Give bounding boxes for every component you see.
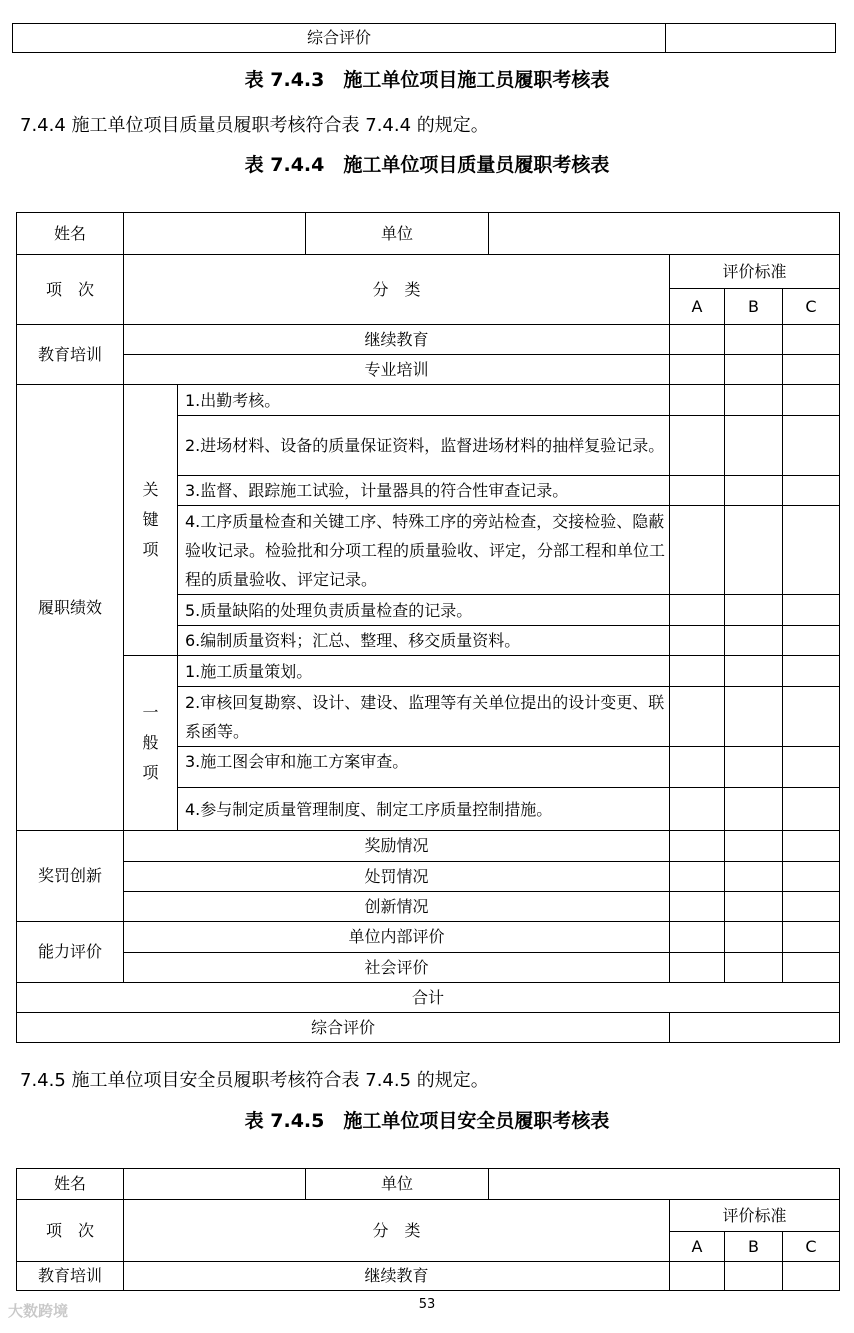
page-number: 53 <box>418 1297 436 1312</box>
key-item: 4.工序质量检查和关键工序、特殊工序的旁站检查，交接检验、隐蔽验收记录。检验批和分项工程的质量验收、评定，分部工程和单位工程的质量验收、评定记录。 <box>178 506 670 595</box>
row-label: 继续教育 <box>124 325 670 355</box>
total-label: 合计 <box>17 983 840 1013</box>
general-item: 4.参与制定质量管理制度、制定工序质量控制措施。 <box>178 788 670 831</box>
name-label: 姓名 <box>17 1169 124 1200</box>
item-label: 项 次 <box>17 1200 124 1262</box>
overall-value <box>670 1013 840 1043</box>
general-item: 1.施工质量策划。 <box>178 656 670 687</box>
key-item: 5.质量缺陷的处理负责质量检查的记录。 <box>178 595 670 626</box>
key-item: 3.监督、跟踪施工试验，计量器具的符合性审查记录。 <box>178 476 670 506</box>
row-label: 社会评价 <box>124 953 670 983</box>
row-label: 专业培训 <box>124 355 670 385</box>
unit-label: 单位 <box>306 213 489 255</box>
criteria-label: 评价标准 <box>670 255 840 289</box>
para-744: 7.4.4 施工单位项目质量员履职考核符合表 7.4.4 的规定。 <box>20 115 489 136</box>
general-item: 2.审核回复勘察、设计、建设、监理等有关单位提出的设计变更、联系函等。 <box>178 687 670 747</box>
caption-743: 表 7.4.3 施工单位项目施工员履职考核表 <box>244 69 610 91</box>
grade-c: C <box>783 1232 840 1262</box>
general-item: 3.施工图会审和施工方案审查。 <box>178 747 670 788</box>
key-item: 1.出勤考核。 <box>178 385 670 416</box>
row-label: 奖励情况 <box>124 831 670 862</box>
row-label: 创新情况 <box>124 892 670 922</box>
unit-label: 单位 <box>306 1169 489 1200</box>
key-item: 2.进场材料、设备的质量保证资料，监督进场材料的抽样复验记录。 <box>178 416 670 476</box>
category-label: 分 类 <box>124 255 670 325</box>
caption-745: 表 7.4.5 施工单位项目安全员履职考核表 <box>244 1110 610 1132</box>
grade-b: B <box>725 1232 783 1262</box>
watermark: 大数跨境 <box>8 1302 69 1320</box>
overall-label: 综合评价 <box>13 24 666 53</box>
ability-label: 能力评价 <box>17 922 124 983</box>
name-value <box>124 1169 306 1200</box>
quality-officer-table <box>16 212 840 1043</box>
unit-value <box>489 213 840 255</box>
general-items-label: 一般项 <box>124 656 178 831</box>
overall-label: 综合评价 <box>17 1013 670 1043</box>
safety-officer-table <box>16 1168 840 1291</box>
grade-b: B <box>725 289 783 325</box>
key-item: 6.编制质量资料；汇总、整理、移交质量资料。 <box>178 626 670 656</box>
criteria-label: 评价标准 <box>670 1200 840 1232</box>
name-label: 姓名 <box>17 213 124 255</box>
education-label: 教育培训 <box>17 325 124 385</box>
para-745: 7.4.5 施工单位项目安全员履职考核符合表 7.4.5 的规定。 <box>20 1070 489 1091</box>
grade-c: C <box>783 289 840 325</box>
rewards-label: 奖罚创新 <box>17 831 124 922</box>
caption-744: 表 7.4.4 施工单位项目质量员履职考核表 <box>244 154 610 176</box>
row-label: 处罚情况 <box>124 862 670 892</box>
overall-cell <box>666 24 836 53</box>
grade-a: A <box>670 1232 725 1262</box>
grade-a: A <box>670 289 725 325</box>
row-label: 继续教育 <box>124 1262 670 1291</box>
row-label: 单位内部评价 <box>124 922 670 953</box>
category-label: 分 类 <box>124 1200 670 1262</box>
education-label: 教育培训 <box>17 1262 124 1291</box>
prev-table-fragment <box>12 23 836 53</box>
key-items-label: 关键项 <box>124 385 178 656</box>
name-value <box>124 213 306 255</box>
performance-label: 履职绩效 <box>17 385 124 831</box>
unit-value <box>489 1169 840 1200</box>
item-label: 项 次 <box>17 255 124 325</box>
